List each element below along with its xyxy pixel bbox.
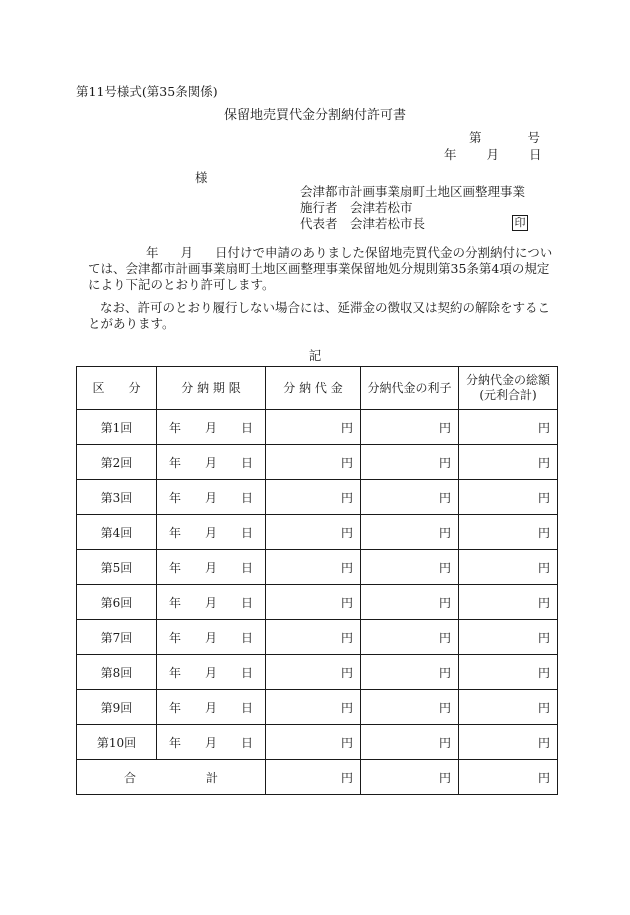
row-total: 円 xyxy=(459,550,558,585)
issuer-block xyxy=(300,184,525,232)
row-interest: 円 xyxy=(361,550,459,585)
row-total: 円 xyxy=(459,445,558,480)
body-paragraph-1 xyxy=(88,245,554,293)
row-interest: 円 xyxy=(361,620,459,655)
row-day: 日 xyxy=(241,455,254,470)
row-total: 円 xyxy=(459,585,558,620)
row-label: 第8回 xyxy=(77,655,157,690)
row-month: 月 xyxy=(204,490,217,505)
row-year: 年 xyxy=(168,455,181,470)
row-month: 月 xyxy=(204,525,217,540)
row-interest: 円 xyxy=(361,515,459,550)
table-row xyxy=(77,515,558,550)
row-deadline xyxy=(157,445,266,480)
row-label: 第1回 xyxy=(77,410,157,445)
row-interest: 円 xyxy=(361,410,459,445)
row-day: 日 xyxy=(241,665,254,680)
issuer-representative: 代表者 会津若松市長 xyxy=(300,216,426,231)
row-year: 年 xyxy=(168,420,181,435)
row-day: 日 xyxy=(241,420,254,435)
number-prefix: 第 xyxy=(469,130,482,145)
row-total: 円 xyxy=(459,515,558,550)
header-total xyxy=(459,367,558,410)
issuer-project: 会津都市計画事業扇町土地区画整理事業 xyxy=(300,184,526,199)
row-day: 日 xyxy=(241,595,254,610)
row-interest: 円 xyxy=(361,690,459,725)
row-deadline xyxy=(157,550,266,585)
header-amount: 分 納 代 金 xyxy=(266,367,361,410)
row-deadline xyxy=(157,585,266,620)
total-row xyxy=(77,760,558,795)
table-row xyxy=(77,480,558,515)
table-row xyxy=(77,620,558,655)
row-month: 月 xyxy=(204,420,217,435)
row-amount: 円 xyxy=(266,585,361,620)
issue-date xyxy=(444,145,542,163)
addressee: 様 xyxy=(195,170,208,185)
row-deadline xyxy=(157,480,266,515)
row-total: 円 xyxy=(459,410,558,445)
seal-mark: 印 xyxy=(512,215,528,231)
row-month: 月 xyxy=(204,665,217,680)
row-year: 年 xyxy=(168,560,181,575)
row-day: 日 xyxy=(241,735,254,750)
row-label: 第5回 xyxy=(77,550,157,585)
row-day: 日 xyxy=(241,490,254,505)
row-deadline xyxy=(157,515,266,550)
total-label-left: 合 xyxy=(123,770,136,785)
table-row xyxy=(77,725,558,760)
row-interest: 円 xyxy=(361,655,459,690)
header-total-line1: 分納代金の総額 xyxy=(465,373,550,387)
header-interest: 分納代金の利子 xyxy=(361,367,459,410)
row-month: 月 xyxy=(204,560,217,575)
row-label: 第6回 xyxy=(77,585,157,620)
row-day: 日 xyxy=(241,525,254,540)
row-day: 日 xyxy=(241,630,254,645)
date-year: 年 xyxy=(444,147,457,162)
row-label: 第3回 xyxy=(77,480,157,515)
row-amount: 円 xyxy=(266,690,361,725)
row-amount: 円 xyxy=(266,620,361,655)
row-deadline xyxy=(157,725,266,760)
header-deadline: 分 納 期 限 xyxy=(157,367,266,410)
row-month: 月 xyxy=(204,735,217,750)
row-total: 円 xyxy=(459,655,558,690)
row-amount: 円 xyxy=(266,445,361,480)
row-label: 第2回 xyxy=(77,445,157,480)
total-sum: 円 xyxy=(459,760,558,795)
body-year: 年 xyxy=(146,245,159,260)
row-amount: 円 xyxy=(266,655,361,690)
body-month: 月 xyxy=(180,245,194,260)
row-month: 月 xyxy=(204,595,217,610)
header-category: 区 分 xyxy=(77,367,157,410)
row-deadline xyxy=(157,690,266,725)
row-year: 年 xyxy=(168,630,181,645)
row-day: 日 xyxy=(241,700,254,715)
table-header-row xyxy=(77,367,558,410)
date-month: 月 xyxy=(486,147,500,162)
row-total: 円 xyxy=(459,480,558,515)
table-row xyxy=(77,410,558,445)
document-title: 保留地売買代金分割納付許可書 xyxy=(223,108,406,123)
row-amount: 円 xyxy=(266,725,361,760)
row-total: 円 xyxy=(459,725,558,760)
table-row xyxy=(77,585,558,620)
row-year: 年 xyxy=(168,735,181,750)
row-year: 年 xyxy=(168,665,181,680)
row-label: 第10回 xyxy=(77,725,157,760)
document-number xyxy=(469,128,540,146)
table-row xyxy=(77,690,558,725)
row-day: 日 xyxy=(241,560,254,575)
body-paragraph-2: なお、許可のとおり履行しない場合には、延滞金の徴収又は契約の解除をすることがあります。 xyxy=(88,300,551,331)
row-month: 月 xyxy=(204,455,217,470)
table-body xyxy=(77,410,558,795)
row-total: 円 xyxy=(459,690,558,725)
row-month: 月 xyxy=(204,630,217,645)
row-year: 年 xyxy=(168,490,181,505)
row-deadline xyxy=(157,620,266,655)
row-year: 年 xyxy=(168,700,181,715)
table-row xyxy=(77,445,558,480)
row-amount: 円 xyxy=(266,515,361,550)
row-amount: 円 xyxy=(266,480,361,515)
row-interest: 円 xyxy=(361,585,459,620)
total-label-right: 計 xyxy=(206,770,219,785)
issuer-operator: 施行者 会津若松市 xyxy=(300,200,413,215)
table-row xyxy=(77,550,558,585)
row-amount: 円 xyxy=(266,410,361,445)
date-day: 日 xyxy=(529,147,542,162)
row-total: 円 xyxy=(459,620,558,655)
row-interest: 円 xyxy=(361,445,459,480)
total-amount: 円 xyxy=(266,760,361,795)
row-year: 年 xyxy=(168,525,181,540)
installment-table xyxy=(76,366,558,795)
number-suffix: 号 xyxy=(527,130,541,145)
body-rest: 日付けで申請のありました保留地売買代金の分割納付については、会津都市計画事業扇町土地区画整理事業保留地処分規則第35条第4項の規定により下記のとおり許可します。 xyxy=(88,245,553,292)
table-row xyxy=(77,655,558,690)
total-interest: 円 xyxy=(361,760,459,795)
row-deadline xyxy=(157,655,266,690)
row-interest: 円 xyxy=(361,725,459,760)
row-label: 第4回 xyxy=(77,515,157,550)
row-label: 第9回 xyxy=(77,690,157,725)
form-number: 第11号様式(第35条関係) xyxy=(76,84,218,99)
ki-heading: 記 xyxy=(308,348,322,363)
header-total-line2: (元利合計) xyxy=(479,388,537,402)
row-year: 年 xyxy=(168,595,181,610)
total-label xyxy=(77,760,266,795)
row-label: 第7回 xyxy=(77,620,157,655)
body-text xyxy=(88,245,554,332)
row-month: 月 xyxy=(204,700,217,715)
row-interest: 円 xyxy=(361,480,459,515)
row-amount: 円 xyxy=(266,550,361,585)
row-deadline xyxy=(157,410,266,445)
